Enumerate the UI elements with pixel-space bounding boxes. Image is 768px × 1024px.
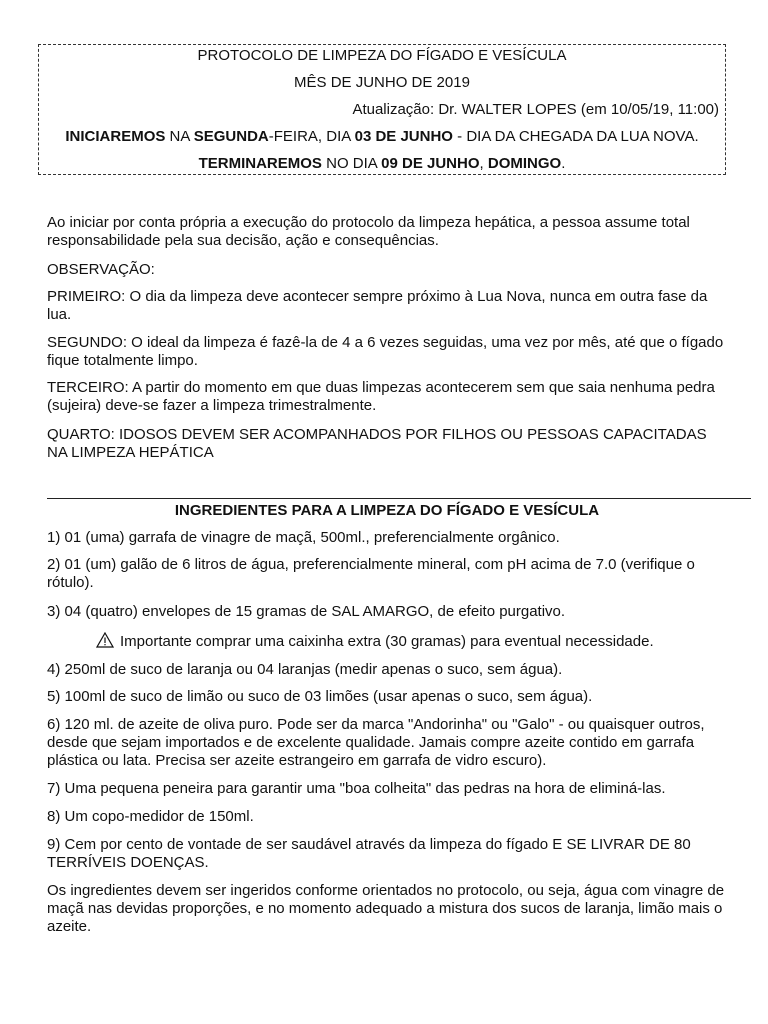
ingredient-item-4: 4) 250ml de suco de laranja ou 04 laranjas (medir apenas o suco, sem água).: [47, 661, 563, 678]
ingredient-item-9: 9) Cem por cento de vontade de ser saudável através da limpeza do fígado E SE LIVRAR DE 80 TERRÍVEIS DOENÇAS.: [47, 836, 691, 871]
section-divider: [47, 498, 751, 499]
ingredient-item-6: 6) 120 ml. de azeite de oliva puro. Pode ser da marca "Andorinha" ou "Galo" - ou quaisquer outros, desde que sejam importados e de excelente qualidade. Jamais compre azeite contido em garrafa plástica ou lata. Precisa ser azeite estrangeiro em garrafa de vidro escuro).: [47, 716, 705, 769]
fourth-observation: QUARTO: IDOSOS DEVEM SER ACOMPANHADOS POR FILHOS OU PESSOAS CAPACITADAS NA LIMPEZA HEPÁTICA: [47, 426, 707, 461]
document-title: PROTOCOLO DE LIMPEZA DO FÍGADO E VESÍCULA: [197, 47, 567, 64]
end-text-2: ,: [479, 155, 488, 172]
ingredient-item-3: 3) 04 (quatro) envelopes de 15 gramas de SAL AMARGO, de efeito purgativo.: [47, 603, 566, 620]
header-box: [38, 44, 726, 175]
start-line: [39, 128, 725, 146]
ingredients-title: INGREDIENTES PARA A LIMPEZA DO FÍGADO E VESÍCULA: [174, 502, 600, 519]
document-month: MÊS DE JUNHO DE 2019: [294, 74, 470, 91]
ingredient-item-7: 7) Uma pequena peneira para garantir uma "boa colheita" das pedras na hora de eliminá-las.: [47, 780, 666, 797]
start-text-1: NA: [165, 128, 194, 145]
warning-text: Importante comprar uma caixinha extra (30 gramas) para eventual necessidade.: [120, 633, 654, 650]
ingredient-item-2: 2) 01 (um) galão de 6 litros de água, preferencialmente mineral, com pH acima de 7.0 (verifique o rótulo).: [47, 556, 695, 591]
ingredient-item-1: 1) 01 (uma) garrafa de vinagre de maçã, 500ml., preferencialmente orgânico.: [47, 529, 560, 546]
ingredient-item-5: 5) 100ml de suco de limão ou suco de 03 limões (usar apenas o suco, sem água).: [47, 688, 593, 705]
disclaimer-paragraph: Ao iniciar por conta própria a execução do protocolo da limpeza hepática, a pessoa assume total responsabilidade pela sua decisão, ação e consequências.: [47, 214, 690, 249]
second-observation: SEGUNDO: O ideal da limpeza é fazê-la de 4 a 6 vezes seguidas, uma vez por mês, até que o fígado fique totalmente limpo.: [47, 334, 724, 369]
end-text-3: .: [561, 155, 566, 172]
end-bold-3: DOMINGO: [487, 155, 562, 172]
ingredient-item-8: 8) Um copo-medidor de 150ml.: [47, 808, 254, 825]
start-text-3: - DIA DA CHEGADA DA LUA NOVA.: [452, 128, 699, 145]
first-observation: PRIMEIRO: O dia da limpeza deve acontecer sempre próximo à Lua Nova, nunca em outra fase da lua.: [47, 288, 708, 323]
warning-note: [96, 632, 654, 651]
observation-label: OBSERVAÇÃO:: [47, 261, 155, 278]
update-line: Atualização: Dr. WALTER LOPES (em 10/05/19, 11:00): [352, 101, 719, 118]
start-bold-1: INICIAREMOS: [65, 128, 166, 145]
end-bold-2: 09 DE JUNHO: [381, 155, 480, 172]
end-line: [39, 155, 725, 173]
end-bold-1: TERMINAREMOS: [198, 155, 322, 172]
start-bold-2: SEGUNDA: [193, 128, 269, 145]
closing-paragraph: Os ingredientes devem ser ingeridos conforme orientados no protocolo, ou seja, água com vinagre de maçã nas devidas proporções, e no momento adequado a mistura dos sucos de laranja, limão mais o azeite.: [47, 882, 725, 935]
third-observation: TERCEIRO: A partir do momento em que duas limpezas acontecerem sem que saia nenhuma pedra (sujeira) deve-se fazer a limpeza trimestralmente.: [47, 379, 715, 414]
start-text-2: -FEIRA, DIA: [268, 128, 355, 145]
end-text-1: NO DIA: [321, 155, 382, 172]
warning-triangle-icon: [96, 632, 114, 648]
start-bold-3: 03 DE JUNHO: [354, 128, 453, 145]
